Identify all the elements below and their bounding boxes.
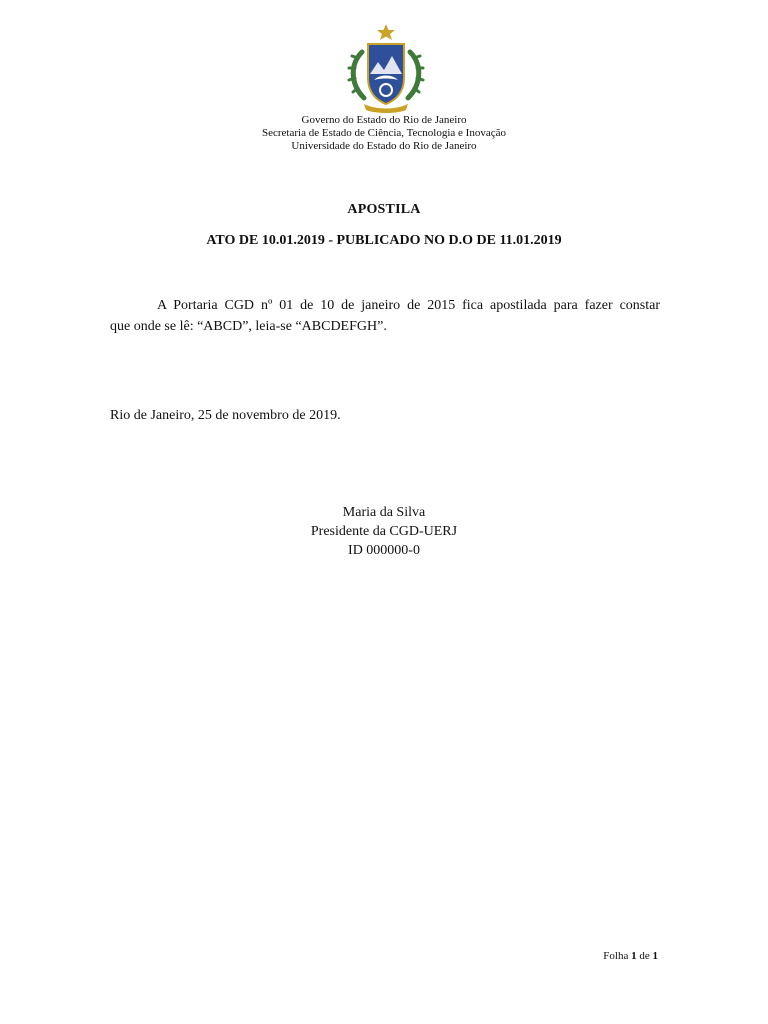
signatory-role: Presidente da CGD-UERJ [310, 524, 458, 539]
institution-header [0, 114, 768, 153]
footer-page-number: 1 [631, 950, 637, 962]
header-government: Governo do Estado do Rio de Janeiro [301, 114, 467, 126]
header-university: Universidade do Estado do Rio de Janeiro [291, 140, 477, 152]
place-date: Rio de Janeiro, 25 de novembro de 2019. [110, 408, 341, 423]
signatory-id: ID 000000-0 [348, 543, 420, 558]
signature-block [0, 503, 768, 560]
footer-of: de [639, 950, 650, 962]
footer-prefix: Folha [603, 950, 629, 962]
footer-page-total: 1 [652, 950, 658, 962]
document-title: APOSTILA [347, 202, 421, 217]
signatory-name: Maria da Silva [342, 505, 426, 520]
body-paragraph [110, 295, 660, 337]
body-line-2: que onde se lê: “ABCD”, leia-se “ABCDEFGH”. [110, 319, 387, 334]
coat-of-arms-icon [340, 22, 432, 114]
body-line-1: A Portaria CGD nº 01 de 10 de janeiro de 2015 fica apostilada para fazer constar [157, 298, 660, 313]
header-secretariat: Secretaria de Estado de Ciência, Tecnologia e Inovação [262, 127, 506, 139]
act-reference: ATO DE 10.01.2019 - PUBLICADO NO D.O DE 11.01.2019 [206, 233, 562, 248]
page-footer [603, 950, 658, 962]
